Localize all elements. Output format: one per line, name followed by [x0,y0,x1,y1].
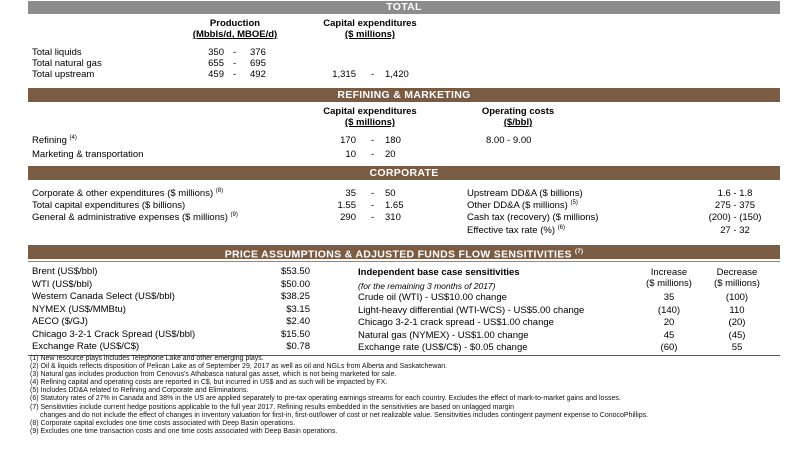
sensitivity-decrease: 110 [729,304,745,316]
footnote: (9) Excludes one time transaction costs and one time costs associated with Deep Basin operations. [30,427,338,435]
footnote: (1) New resource plays includes Telephone Lake and other emerging plays. [30,355,264,362]
corp-right-dda-value: 1.6 - 1.8 [717,188,753,199]
total-capex-header-title: Capital expenditures [323,18,417,29]
footnote: changes and do not include the effect of changes in inventory valuation for first-in, first-out/lower of cost or net realizable value. Sensitivities includes contingent payment expense to ConocoPhillips. [40,411,649,419]
range-dash: - [371,200,375,211]
range-dash: - [371,135,375,146]
total-row-gas-label: Total natural gas [32,58,102,69]
refining-capex-header [315,106,425,128]
sensitivity-label: Exchange rate (US$/C$) - $0.05 change [358,342,528,353]
price-assumption-label: WTI (US$/bbl) [32,278,93,290]
tax-rate-label: Effective tax rate (%) [467,225,555,237]
refining-section-header: REFINING & MARKETING [28,88,780,102]
refining-capex-low: 170 [340,135,356,146]
sensitivity-decrease: (45) [728,329,746,341]
opcost-header-units: ($/bbl) [503,117,533,128]
sensitivity-label: Chicago 3-2-1 crack spread - US$1.00 change [358,317,554,328]
range-dash: - [371,188,375,199]
corp-other-label: Corporate & other expenditures ($ millions) [32,188,214,200]
marketing-capex-high: 20 [385,149,396,160]
range-dash: - [233,69,237,80]
corp-row-capex-label: Total capital expenditures ($ billions) [32,200,186,211]
sensitivity-decrease: 55 [731,342,743,353]
price-assumption-value: $38.25 [280,291,310,302]
opcost-header [468,106,568,128]
footnote-ref: (7) [575,249,584,255]
sensitivity-label: Light-heavy differential (WTI-WCS) - US$5.00 change [358,304,585,316]
corp-right-taxrate-value: 27 - 32 [720,225,750,236]
divider [28,261,780,262]
sensitivity-increase: (60) [660,342,678,353]
increase-header [634,267,704,289]
sensitivity-increase: 35 [663,292,675,303]
footnote-ref: (8) [215,188,224,194]
range-dash: - [371,212,375,223]
increase-header-units: ($ millions) [646,278,692,289]
range-dash: - [233,58,237,69]
footnote: (3) Natural gas includes production from Cenovus's Athabasca natural gas asset, which is not being marketed for sale. [30,371,397,379]
footnote: (8) Corporate capital excludes one time costs associated with Deep Basin operations. [30,419,295,427]
price-assumption-label: Exchange Rate (US$/C$) [32,341,140,352]
sensitivity-label: Natural gas (NYMEX) - US$1.00 change [358,329,529,341]
corp-ga-low: 290 [340,212,356,223]
production-header-units: (Mbbls/d, MBOE/d) [192,29,278,40]
marketing-capex-low: 10 [345,149,356,160]
price-assumption-label: AECO ($/GJ) [32,316,88,327]
other-dda-label: Other DD&A ($ millions) [467,200,568,212]
price-assumption-label: Western Canada Select (US$/bbl) [32,291,175,302]
footnote-ref: (4) [69,135,77,141]
total-row-gas-high: 695 [250,58,266,69]
sensitivity-increase: 45 [663,329,675,341]
refining-opcost: 8.00 - 9.00 [486,135,532,146]
price-assumption-value: $3.15 [286,303,310,315]
footnote-ref: (5) [570,200,578,206]
footnotes [30,355,648,436]
corp-ga-high: 310 [385,212,401,223]
sensitivity-label: Crude oil (WTI) - US$10.00 change [358,292,507,303]
corp-row-other-label [32,188,223,199]
decrease-header [702,267,772,289]
corp-other-high: 50 [385,188,396,199]
corp-row-ga-label [32,212,238,223]
marketing-row-label: Marketing & transportation [32,149,144,160]
total-row-liquids-high: 376 [250,47,266,58]
footnote: (7) Sensitivities include current hedge positions applicable to the full year 2017. Refining results embedded in the sensitivities are based on unlagged margin [30,403,515,411]
total-row-liquids-low: 350 [208,47,224,58]
range-dash: - [233,47,237,58]
price-assumption-value: $15.50 [280,328,310,340]
range-dash: - [371,149,375,160]
sensitivity-decrease: (100) [725,292,749,303]
corp-right-cashtax-value: (200) - (150) [708,212,762,223]
footnote: (6) Statutory rates of 27% in Canada and 38% in the US are applied separately to pre-tax operating earnings streams for each country. Excludes the effect of mark-to-market gains and losses. [30,395,621,403]
decrease-header-units: ($ millions) [714,278,760,289]
corp-ga-label: General & administrative expenses ($ millions) [32,212,228,224]
production-header [185,18,285,40]
corp-right-otherdda-label [467,200,578,211]
corp-other-low: 35 [345,188,356,199]
decrease-header-title: Decrease [716,267,758,278]
total-row-upstream-low: 459 [208,69,224,80]
price-assumption-value: $50.00 [280,278,310,290]
total-section-header: TOTAL [28,1,780,14]
corp-right-cashtax-label: Cash tax (recovery) ($ millions) [467,212,599,223]
opcost-header-title: Operating costs [481,106,555,117]
footnote: (5) Includes DD&A related to Refining and Corporate and Eliminations. [30,387,249,395]
total-row-upstream-capex-low: 1,315 [332,69,356,80]
corp-right-taxrate-label [467,225,565,236]
range-dash: - [371,69,375,80]
price-section-header [28,245,780,259]
corporate-section-header: CORPORATE [28,166,780,180]
footnote: (2) Oil & liquids reflects disposition of Pelican Lake as of September 29, 2017 as well as oil and NGLs from Alberta and Saskatchewan. [30,363,448,371]
footnote-ref: (9) [230,212,238,218]
total-row-upstream-capex-high: 1,420 [385,69,409,80]
price-assumption-label: Brent (US$/bbl) [32,266,98,277]
price-assumption-value: $2.40 [286,316,310,327]
footnote: (4) Refining capital and operating costs are reported in C$, but incurred in US$ and as such will be impacted by FX. [30,379,388,387]
total-row-gas-low: 655 [208,58,224,69]
sens-title: Independent base case sensitivities [358,267,520,278]
total-capex-header-units: ($ millions) [344,29,396,40]
total-row-liquids-label: Total liquids [32,47,82,58]
refining-capex-header-title: Capital expenditures [323,106,417,117]
footnote-ref: (6) [557,225,565,231]
corp-right-dda-label: Upstream DD&A ($ billions) [467,188,583,199]
increase-header-title: Increase [650,267,688,278]
sensitivity-decrease: (20) [728,317,746,328]
total-row-upstream-high: 492 [250,69,266,80]
sensitivity-increase: 20 [663,317,675,328]
refining-label: Refining [32,135,67,147]
price-assumption-value: $0.78 [286,341,310,352]
corp-capex-high: 1.65 [385,200,404,211]
corp-capex-low: 1.55 [337,200,356,211]
refining-capex-header-units: ($ millions) [344,117,396,128]
price-assumption-label: Chicago 3-2-1 Crack Spread (US$/bbl) [32,328,196,340]
sens-subtitle: (for the remaining 3 months of 2017) [358,281,496,291]
total-capex-header [315,18,425,40]
refining-row-label [32,135,77,146]
refining-capex-high: 180 [385,135,401,146]
price-assumption-label: NYMEX (US$/MMBtu) [32,303,126,315]
sensitivity-increase: (140) [657,304,681,316]
total-row-upstream-label: Total upstream [32,69,95,80]
price-section-title: PRICE ASSUMPTIONS & ADJUSTED FUNDS FLOW SENSITIVITIES [224,248,572,261]
price-assumption-value: $53.50 [280,266,310,277]
production-header-title: Production [209,18,261,29]
corp-right-otherdda-value: 275 - 375 [714,200,756,211]
